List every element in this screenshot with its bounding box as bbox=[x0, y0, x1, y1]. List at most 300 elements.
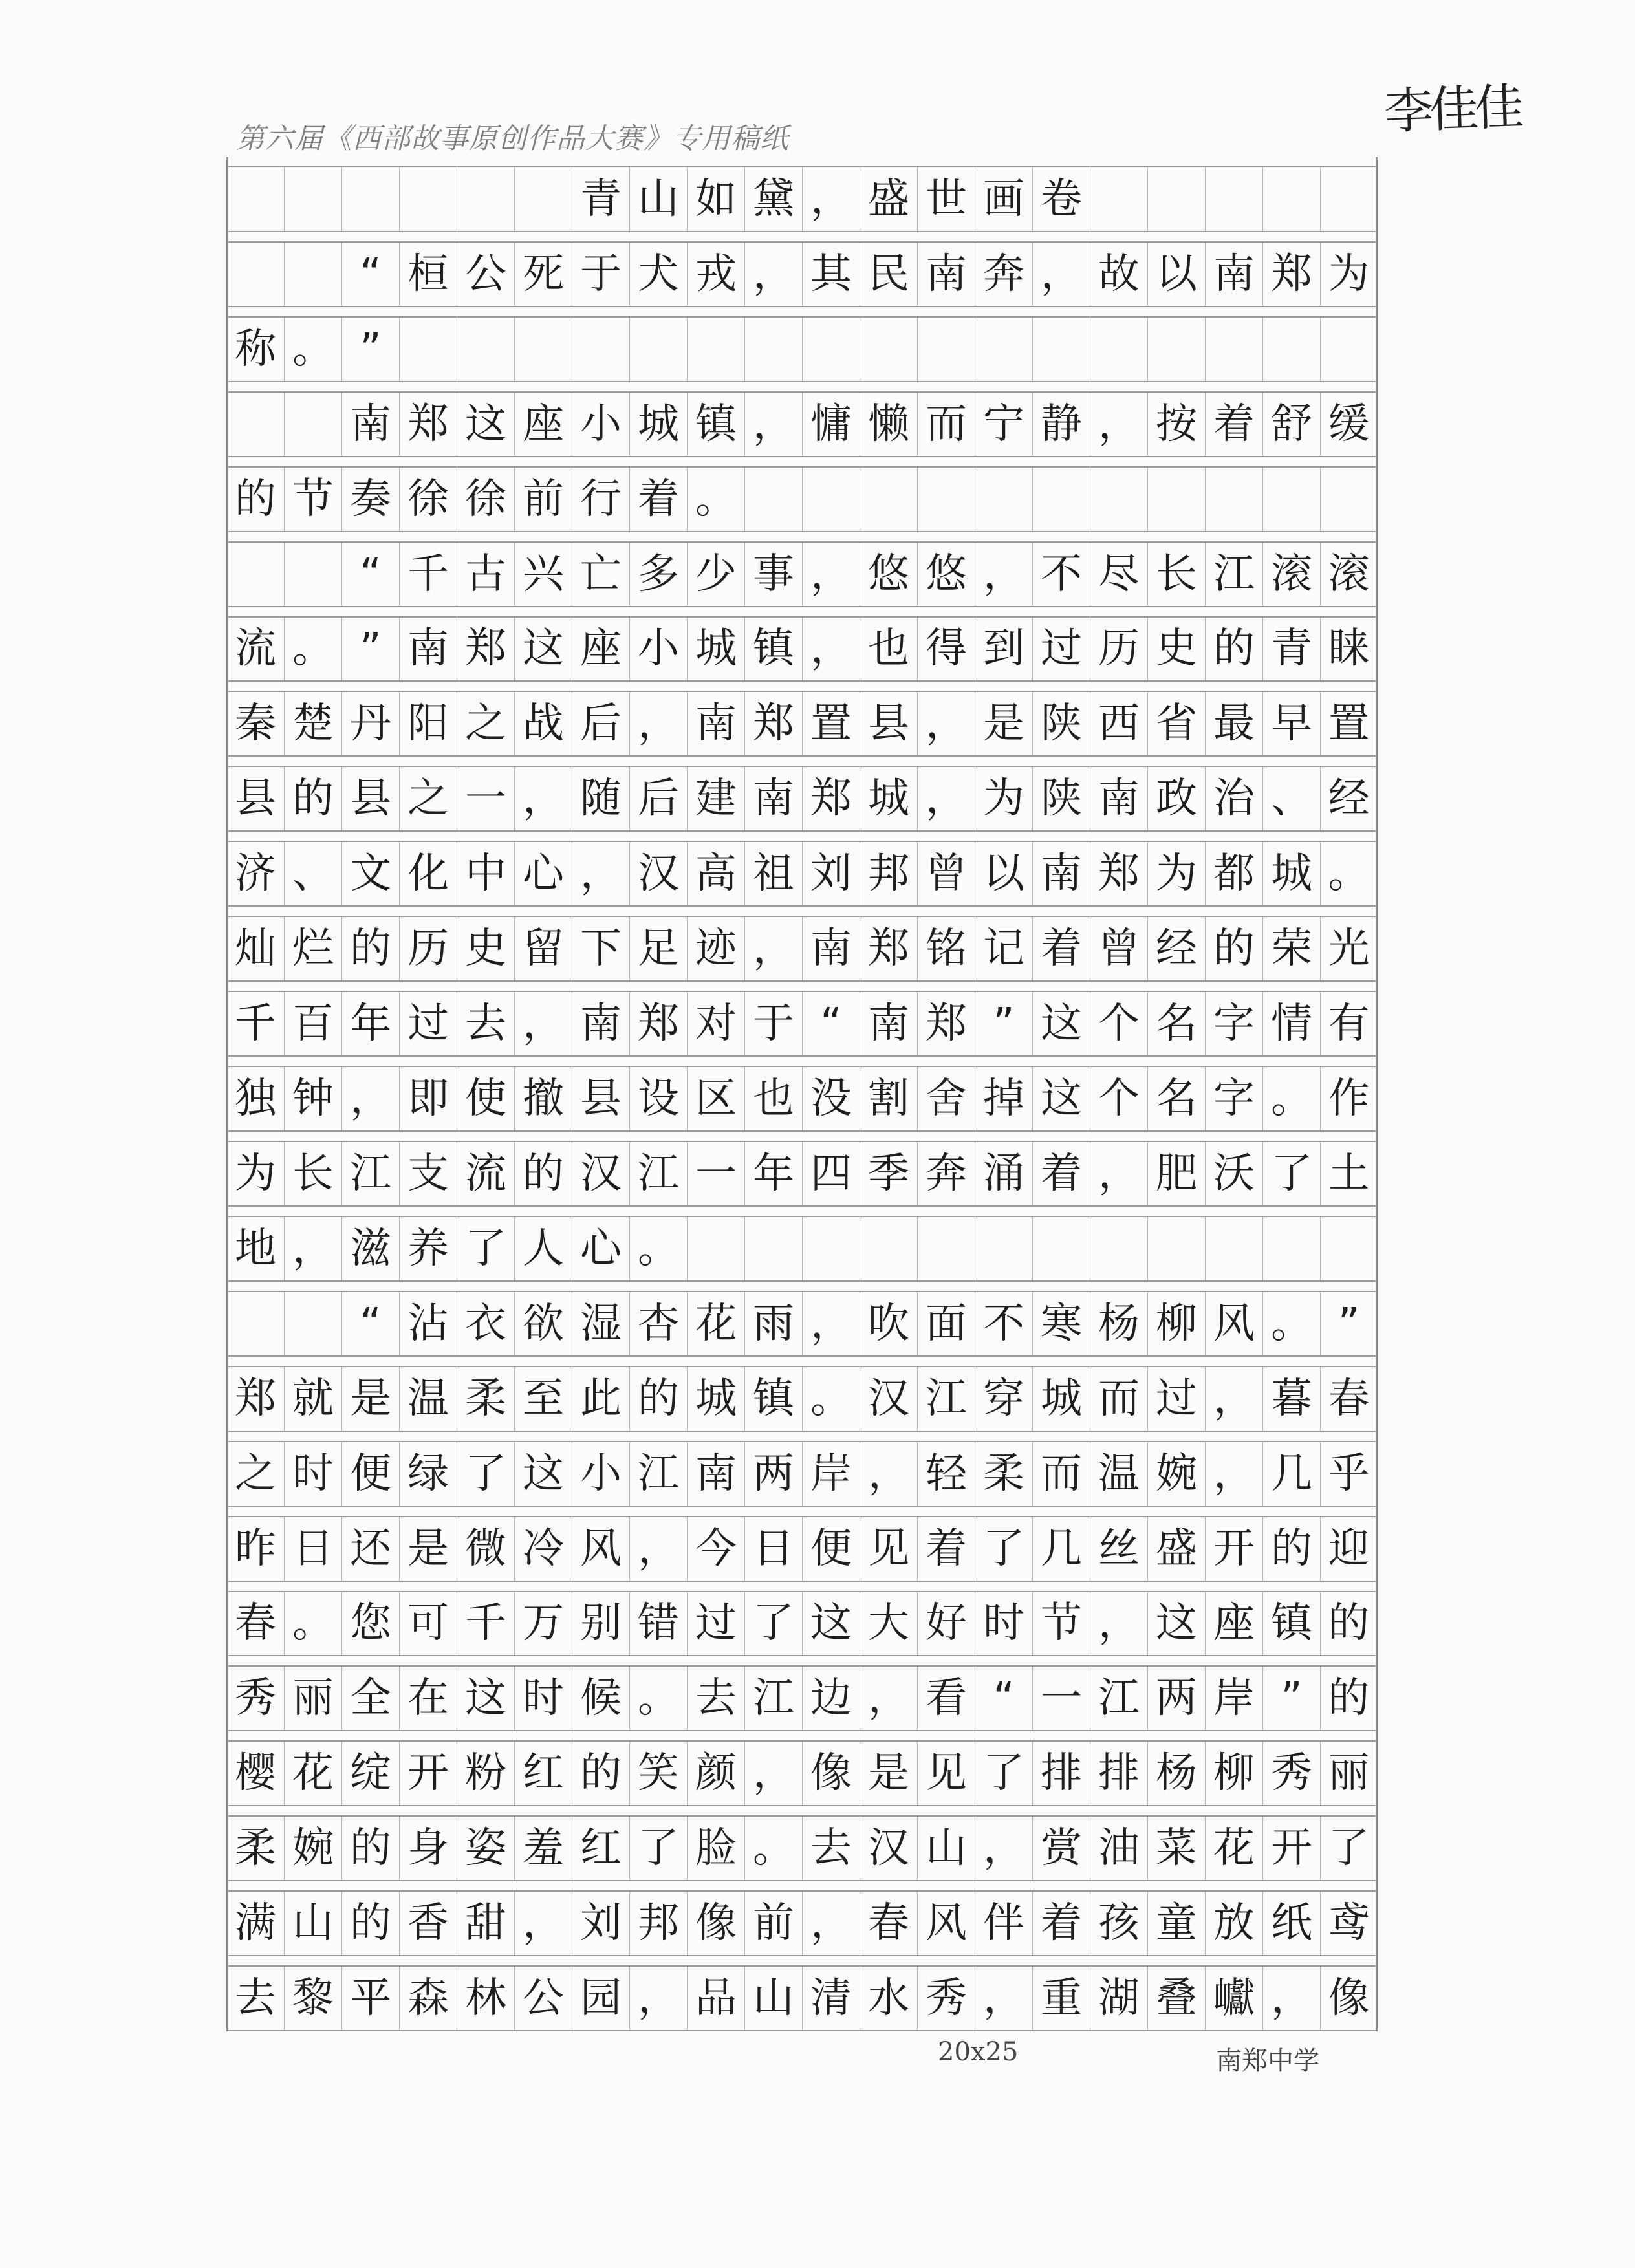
grid-cell bbox=[572, 1667, 629, 1730]
grid-char: 的 bbox=[580, 1749, 622, 1798]
grid-cell bbox=[629, 1592, 687, 1656]
grid-cell bbox=[514, 1067, 572, 1130]
grid-char: 悠 bbox=[926, 550, 967, 598]
grid-char bbox=[1148, 318, 1205, 381]
grid-cell bbox=[802, 1217, 860, 1280]
grid-char: 为 bbox=[1328, 250, 1370, 298]
grid-char: ， bbox=[983, 550, 1024, 598]
grid-char: 沃 bbox=[1213, 1149, 1255, 1198]
grid-char: 叠 bbox=[1156, 1974, 1197, 2023]
grid-char: 对 bbox=[695, 1000, 737, 1048]
grid-char: 衣 bbox=[465, 1299, 506, 1348]
grid-cell bbox=[1320, 468, 1378, 531]
grid-char: 的 bbox=[1213, 625, 1255, 673]
grid-cell bbox=[744, 167, 802, 231]
grid-cell bbox=[687, 1817, 744, 1880]
grid-char: 了 bbox=[983, 1749, 1024, 1798]
grid-cell bbox=[457, 1517, 514, 1581]
grid-cell bbox=[1205, 992, 1262, 1055]
grid-char: 镇 bbox=[695, 400, 737, 448]
grid-cell bbox=[802, 393, 860, 456]
grid-cell bbox=[1032, 1742, 1090, 1805]
grid-char: 事 bbox=[753, 550, 794, 598]
grid-char: ， bbox=[753, 1749, 794, 1798]
grid-cell bbox=[1032, 992, 1090, 1055]
grid-cell bbox=[1205, 767, 1262, 830]
grid-char: 巘 bbox=[1213, 1974, 1255, 2023]
grid-char: 楚 bbox=[292, 700, 334, 748]
grid-cell bbox=[226, 1667, 284, 1730]
grid-char bbox=[227, 543, 284, 606]
grid-cell bbox=[514, 318, 572, 381]
grid-char: 南 bbox=[868, 1000, 909, 1048]
grid-char: 江 bbox=[926, 1374, 967, 1423]
grid-cell bbox=[917, 543, 975, 606]
grid-char: 奔 bbox=[926, 1149, 967, 1198]
grid-char: 穿 bbox=[983, 1374, 1024, 1423]
grid-char: 羞 bbox=[523, 1824, 564, 1873]
paper-header-title: 第六届《西部故事原创作品大赛》专用稿纸 bbox=[236, 122, 789, 155]
grid-cell bbox=[341, 1367, 399, 1431]
grid-cell bbox=[399, 767, 457, 830]
grid-row bbox=[226, 1806, 1378, 1881]
grid-char: 迎 bbox=[1328, 1524, 1370, 1573]
grid-char: ， bbox=[810, 625, 852, 673]
grid-cell bbox=[1147, 1667, 1205, 1730]
grid-char: 的 bbox=[350, 1899, 391, 1948]
grid-cell bbox=[572, 243, 629, 306]
grid-cell bbox=[744, 468, 802, 531]
grid-cell bbox=[629, 1292, 687, 1355]
grid-char bbox=[285, 1292, 341, 1355]
grid-char: 曾 bbox=[1098, 925, 1140, 973]
grid-char: 这 bbox=[465, 1674, 506, 1723]
grid-char: 季 bbox=[868, 1149, 909, 1198]
grid-cell bbox=[457, 1367, 514, 1431]
grid-cell bbox=[399, 318, 457, 381]
grid-cell bbox=[1205, 393, 1262, 456]
grid-cell bbox=[226, 1217, 284, 1280]
grid-cell bbox=[802, 1592, 860, 1656]
grid-cell bbox=[629, 1817, 687, 1880]
grid-cell bbox=[687, 618, 744, 681]
grid-cell bbox=[1205, 1367, 1262, 1431]
grid-char bbox=[745, 318, 802, 381]
grid-cell bbox=[860, 1142, 917, 1205]
grid-cell bbox=[917, 1142, 975, 1205]
grid-char: 舍 bbox=[926, 1075, 967, 1123]
grid-char bbox=[227, 1292, 284, 1355]
grid-cell bbox=[1147, 167, 1205, 231]
grid-cell bbox=[399, 1517, 457, 1581]
grid-row bbox=[226, 1656, 1378, 1731]
grid-row-cells bbox=[226, 1066, 1378, 1132]
grid-cell bbox=[917, 917, 975, 980]
grid-cell bbox=[284, 1067, 341, 1130]
grid-cell bbox=[802, 167, 860, 231]
grid-cell bbox=[687, 1967, 744, 2030]
grid-cell bbox=[860, 393, 917, 456]
grid-cell bbox=[860, 917, 917, 980]
grid-char: 一 bbox=[695, 1149, 737, 1198]
grid-char: 掉 bbox=[983, 1075, 1024, 1123]
grid-char bbox=[803, 468, 860, 531]
grid-char: 宁 bbox=[983, 400, 1024, 448]
grid-cell bbox=[1262, 992, 1320, 1055]
grid-char: 的 bbox=[638, 1374, 679, 1423]
grid-char: 心 bbox=[580, 1224, 622, 1273]
grid-cell bbox=[802, 468, 860, 531]
grid-char: 前 bbox=[753, 1899, 794, 1948]
grid-cell bbox=[1147, 468, 1205, 531]
grid-cell bbox=[1090, 618, 1147, 681]
grid-cell bbox=[802, 1367, 860, 1431]
grid-char bbox=[745, 1217, 802, 1280]
grid-char: 山 bbox=[926, 1824, 967, 1873]
grid-cell bbox=[860, 1817, 917, 1880]
grid-char: 历 bbox=[1098, 625, 1140, 673]
grid-char bbox=[918, 318, 975, 381]
grid-char: 少 bbox=[695, 550, 737, 598]
grid-char: 郑 bbox=[638, 1000, 679, 1048]
grid-cell bbox=[629, 767, 687, 830]
grid-char: 江 bbox=[1098, 1674, 1140, 1723]
grid-cell bbox=[572, 1517, 629, 1581]
grid-char: ， bbox=[753, 400, 794, 448]
grid-char bbox=[572, 318, 629, 381]
grid-char bbox=[1321, 1217, 1377, 1280]
grid-cell bbox=[1320, 767, 1378, 830]
grid-cell bbox=[744, 1067, 802, 1130]
grid-char: ， bbox=[810, 1899, 852, 1948]
grid-char: 以 bbox=[983, 850, 1024, 898]
grid-row-cells bbox=[226, 466, 1378, 532]
grid-cell bbox=[457, 767, 514, 830]
grid-cell bbox=[226, 543, 284, 606]
grid-cell bbox=[687, 917, 744, 980]
grid-cell bbox=[284, 468, 341, 531]
grid-char: 烂 bbox=[292, 925, 334, 973]
grid-char: 建 bbox=[695, 775, 737, 823]
grid-cell bbox=[802, 692, 860, 755]
grid-char: 黎 bbox=[292, 1974, 334, 2023]
grid-char: 镇 bbox=[753, 1374, 794, 1423]
grid-char: 小 bbox=[580, 1449, 622, 1498]
grid-cell bbox=[457, 1667, 514, 1730]
grid-char: 小 bbox=[638, 625, 679, 673]
grid-char bbox=[918, 468, 975, 531]
grid-char: 邦 bbox=[868, 850, 909, 898]
grid-char: 的 bbox=[1328, 1599, 1370, 1648]
grid-char: 肥 bbox=[1156, 1149, 1197, 1198]
grid-cell bbox=[226, 318, 284, 381]
grid-cell bbox=[1032, 1367, 1090, 1431]
grid-char: 亡 bbox=[580, 550, 622, 598]
grid-cell bbox=[572, 1367, 629, 1431]
grid-char: 缓 bbox=[1328, 400, 1370, 448]
grid-char: 。 bbox=[1328, 850, 1370, 898]
grid-char: 、 bbox=[292, 850, 334, 898]
grid-cell bbox=[860, 1742, 917, 1805]
grid-cell bbox=[572, 543, 629, 606]
grid-char: 汉 bbox=[868, 1824, 909, 1873]
grid-char: 的 bbox=[1271, 1524, 1312, 1573]
grid-char bbox=[1090, 167, 1147, 231]
grid-char: 人 bbox=[523, 1224, 564, 1273]
grid-cell bbox=[1090, 1367, 1147, 1431]
grid-cell bbox=[341, 1967, 399, 2030]
grid-cell bbox=[975, 1667, 1032, 1730]
grid-char: 公 bbox=[523, 1974, 564, 2023]
grid-char: 郑 bbox=[1271, 250, 1312, 298]
grid-cell bbox=[399, 1892, 457, 1955]
grid-cell bbox=[284, 243, 341, 306]
grid-char bbox=[515, 318, 572, 381]
grid-char bbox=[630, 318, 687, 381]
grid-cell bbox=[1205, 1892, 1262, 1955]
grid-char: 了 bbox=[638, 1824, 679, 1873]
grid-char: 柳 bbox=[1213, 1749, 1255, 1798]
grid-char: 江 bbox=[638, 1449, 679, 1498]
grid-cell bbox=[284, 1442, 341, 1506]
grid-cell bbox=[284, 1667, 341, 1730]
grid-char: 之 bbox=[407, 775, 449, 823]
grid-row bbox=[226, 1432, 1378, 1507]
grid-row-cells bbox=[226, 1516, 1378, 1582]
grid-char: ， bbox=[1098, 400, 1140, 448]
grid-cell bbox=[1205, 1592, 1262, 1656]
grid-char bbox=[860, 468, 917, 531]
grid-char: 。 bbox=[1271, 1299, 1312, 1348]
grid-char: 边 bbox=[810, 1674, 852, 1723]
grid-cell bbox=[687, 1442, 744, 1506]
grid-char bbox=[1148, 167, 1205, 231]
grid-char: 桓 bbox=[407, 250, 449, 298]
grid-cell bbox=[284, 767, 341, 830]
grid-char: 置 bbox=[1328, 700, 1370, 748]
grid-cell bbox=[1090, 842, 1147, 905]
grid-char: 涌 bbox=[983, 1149, 1024, 1198]
grid-row bbox=[226, 1057, 1378, 1132]
grid-char: 像 bbox=[1328, 1974, 1370, 2023]
grid-char: 油 bbox=[1098, 1824, 1140, 1873]
grid-row bbox=[226, 382, 1378, 457]
grid-char: 这 bbox=[523, 1449, 564, 1498]
grid-cell bbox=[1147, 992, 1205, 1055]
grid-cell bbox=[687, 842, 744, 905]
grid-char: 绿 bbox=[407, 1449, 449, 1498]
grid-row-cells bbox=[226, 1216, 1378, 1282]
grid-char: 千 bbox=[465, 1599, 506, 1648]
grid-char: 满 bbox=[235, 1899, 276, 1948]
grid-cell bbox=[1262, 243, 1320, 306]
grid-char bbox=[342, 167, 399, 231]
grid-cell bbox=[1090, 243, 1147, 306]
grid-char: 南 bbox=[1098, 775, 1140, 823]
grid-cell bbox=[341, 1817, 399, 1880]
grid-char: 去 bbox=[235, 1974, 276, 2023]
grid-char: 小 bbox=[580, 400, 622, 448]
grid-cell bbox=[917, 1217, 975, 1280]
grid-row-cells bbox=[226, 1291, 1378, 1357]
grid-row bbox=[226, 907, 1378, 982]
grid-cell bbox=[399, 618, 457, 681]
grid-char bbox=[1321, 167, 1377, 231]
grid-cell bbox=[1090, 692, 1147, 755]
grid-cell bbox=[1032, 468, 1090, 531]
grid-char: 的 bbox=[1328, 1674, 1370, 1723]
grid-cell bbox=[1147, 318, 1205, 381]
grid-cell bbox=[514, 1967, 572, 2030]
grid-char: 着 bbox=[1041, 1899, 1082, 1948]
grid-cell bbox=[457, 917, 514, 980]
grid-cell bbox=[457, 1592, 514, 1656]
grid-char: ， bbox=[868, 1674, 909, 1723]
grid-char bbox=[285, 543, 341, 606]
grid-cell bbox=[1205, 243, 1262, 306]
grid-char: 两 bbox=[1156, 1674, 1197, 1723]
grid-char: 于 bbox=[580, 250, 622, 298]
grid-cell bbox=[341, 393, 399, 456]
grid-cell bbox=[975, 167, 1032, 231]
grid-cell bbox=[629, 1517, 687, 1581]
grid-cell bbox=[572, 1592, 629, 1656]
grid-char: 后 bbox=[580, 700, 622, 748]
grid-cell bbox=[1147, 1967, 1205, 2030]
grid-cell bbox=[514, 1592, 572, 1656]
grid-cell bbox=[1205, 842, 1262, 905]
grid-char: 兴 bbox=[523, 550, 564, 598]
grid-cell bbox=[1032, 618, 1090, 681]
grid-char: 山 bbox=[638, 175, 679, 223]
grid-row-cells bbox=[226, 1965, 1378, 2031]
grid-char: 过 bbox=[695, 1599, 737, 1648]
grid-cell bbox=[802, 1442, 860, 1506]
grid-cell bbox=[744, 1592, 802, 1656]
grid-char: 两 bbox=[753, 1449, 794, 1498]
grid-char: 过 bbox=[1041, 625, 1082, 673]
grid-row bbox=[226, 682, 1378, 757]
grid-cell bbox=[1147, 393, 1205, 456]
grid-cell bbox=[629, 1367, 687, 1431]
grid-char: 城 bbox=[1041, 1374, 1082, 1423]
grid-cell bbox=[860, 1442, 917, 1506]
grid-cell bbox=[1032, 318, 1090, 381]
grid-char: 城 bbox=[1271, 850, 1312, 898]
grid-cell bbox=[341, 1517, 399, 1581]
grid-cell bbox=[687, 767, 744, 830]
grid-char: 盛 bbox=[1156, 1524, 1197, 1573]
grid-cell bbox=[1320, 543, 1378, 606]
grid-cell bbox=[1147, 1367, 1205, 1431]
grid-char: 丹 bbox=[350, 700, 391, 748]
grid-cell bbox=[1262, 543, 1320, 606]
grid-cell bbox=[226, 1517, 284, 1581]
grid-cell bbox=[1090, 1592, 1147, 1656]
grid-char: 几 bbox=[1271, 1449, 1312, 1498]
grid-char: 南 bbox=[1213, 250, 1255, 298]
grid-row-cells bbox=[226, 1366, 1378, 1432]
grid-char: 红 bbox=[580, 1824, 622, 1873]
grid-char: ， bbox=[523, 1000, 564, 1048]
grid-char: 座 bbox=[1213, 1599, 1255, 1648]
grid-char: 的 bbox=[350, 1824, 391, 1873]
grid-cell bbox=[1090, 318, 1147, 381]
grid-cell bbox=[860, 1067, 917, 1130]
grid-cell bbox=[975, 917, 1032, 980]
grid-char: 开 bbox=[1213, 1524, 1255, 1573]
grid-cell bbox=[1032, 692, 1090, 755]
grid-char: 着 bbox=[1213, 400, 1255, 448]
grid-cell bbox=[1320, 618, 1378, 681]
grid-char: 日 bbox=[753, 1524, 794, 1573]
grid-cell bbox=[1032, 1667, 1090, 1730]
grid-cell bbox=[1205, 1292, 1262, 1355]
grid-cell bbox=[1147, 543, 1205, 606]
grid-cell bbox=[1032, 1817, 1090, 1880]
grid-cell bbox=[1090, 917, 1147, 980]
grid-char: ， bbox=[523, 775, 564, 823]
grid-cell bbox=[514, 1742, 572, 1805]
grid-char: 而 bbox=[1098, 1374, 1140, 1423]
grid-char: 南 bbox=[753, 775, 794, 823]
grid-char: 郑 bbox=[235, 1374, 276, 1423]
grid-char: ， bbox=[983, 1824, 1024, 1873]
grid-char: 陕 bbox=[1041, 700, 1082, 748]
grid-cell bbox=[1262, 1142, 1320, 1205]
grid-char: 有 bbox=[1328, 1000, 1370, 1048]
grid-cell bbox=[687, 393, 744, 456]
grid-cell bbox=[399, 1667, 457, 1730]
grid-cell bbox=[1147, 1142, 1205, 1205]
grid-char: 沾 bbox=[407, 1299, 449, 1348]
grid-cell bbox=[1032, 1517, 1090, 1581]
grid-cell bbox=[226, 393, 284, 456]
grid-char: 到 bbox=[983, 625, 1024, 673]
grid-char: 卷 bbox=[1041, 175, 1082, 223]
grid-cell bbox=[1090, 1142, 1147, 1205]
grid-char: 柔 bbox=[983, 1449, 1024, 1498]
grid-cell bbox=[917, 992, 975, 1055]
grid-cell bbox=[514, 1817, 572, 1880]
grid-char: 这 bbox=[465, 400, 506, 448]
grid-char bbox=[1321, 318, 1377, 381]
grid-cell bbox=[802, 992, 860, 1055]
grid-row-cells bbox=[226, 241, 1378, 307]
grid-cell bbox=[917, 1517, 975, 1581]
grid-char: 文 bbox=[350, 850, 391, 898]
grid-char: ， bbox=[753, 925, 794, 973]
grid-char: 的 bbox=[523, 1149, 564, 1198]
grid-char bbox=[1033, 468, 1090, 531]
grid-char: 汉 bbox=[868, 1374, 909, 1423]
grid-cell bbox=[629, 917, 687, 980]
grid-char: 字 bbox=[1213, 1000, 1255, 1048]
grid-char: 足 bbox=[638, 925, 679, 973]
grid-cell bbox=[341, 842, 399, 905]
grid-cell bbox=[457, 543, 514, 606]
grid-char: ， bbox=[810, 550, 852, 598]
grid-char: 全 bbox=[350, 1674, 391, 1723]
grid-char: 错 bbox=[638, 1599, 679, 1648]
grid-char: 排 bbox=[1041, 1749, 1082, 1798]
grid-char: 脸 bbox=[695, 1824, 737, 1873]
grid-char: 支 bbox=[407, 1149, 449, 1198]
grid-cell bbox=[341, 1667, 399, 1730]
grid-cell bbox=[1147, 692, 1205, 755]
grid-char: 婉 bbox=[292, 1824, 334, 1873]
grid-char: 您 bbox=[350, 1599, 391, 1648]
